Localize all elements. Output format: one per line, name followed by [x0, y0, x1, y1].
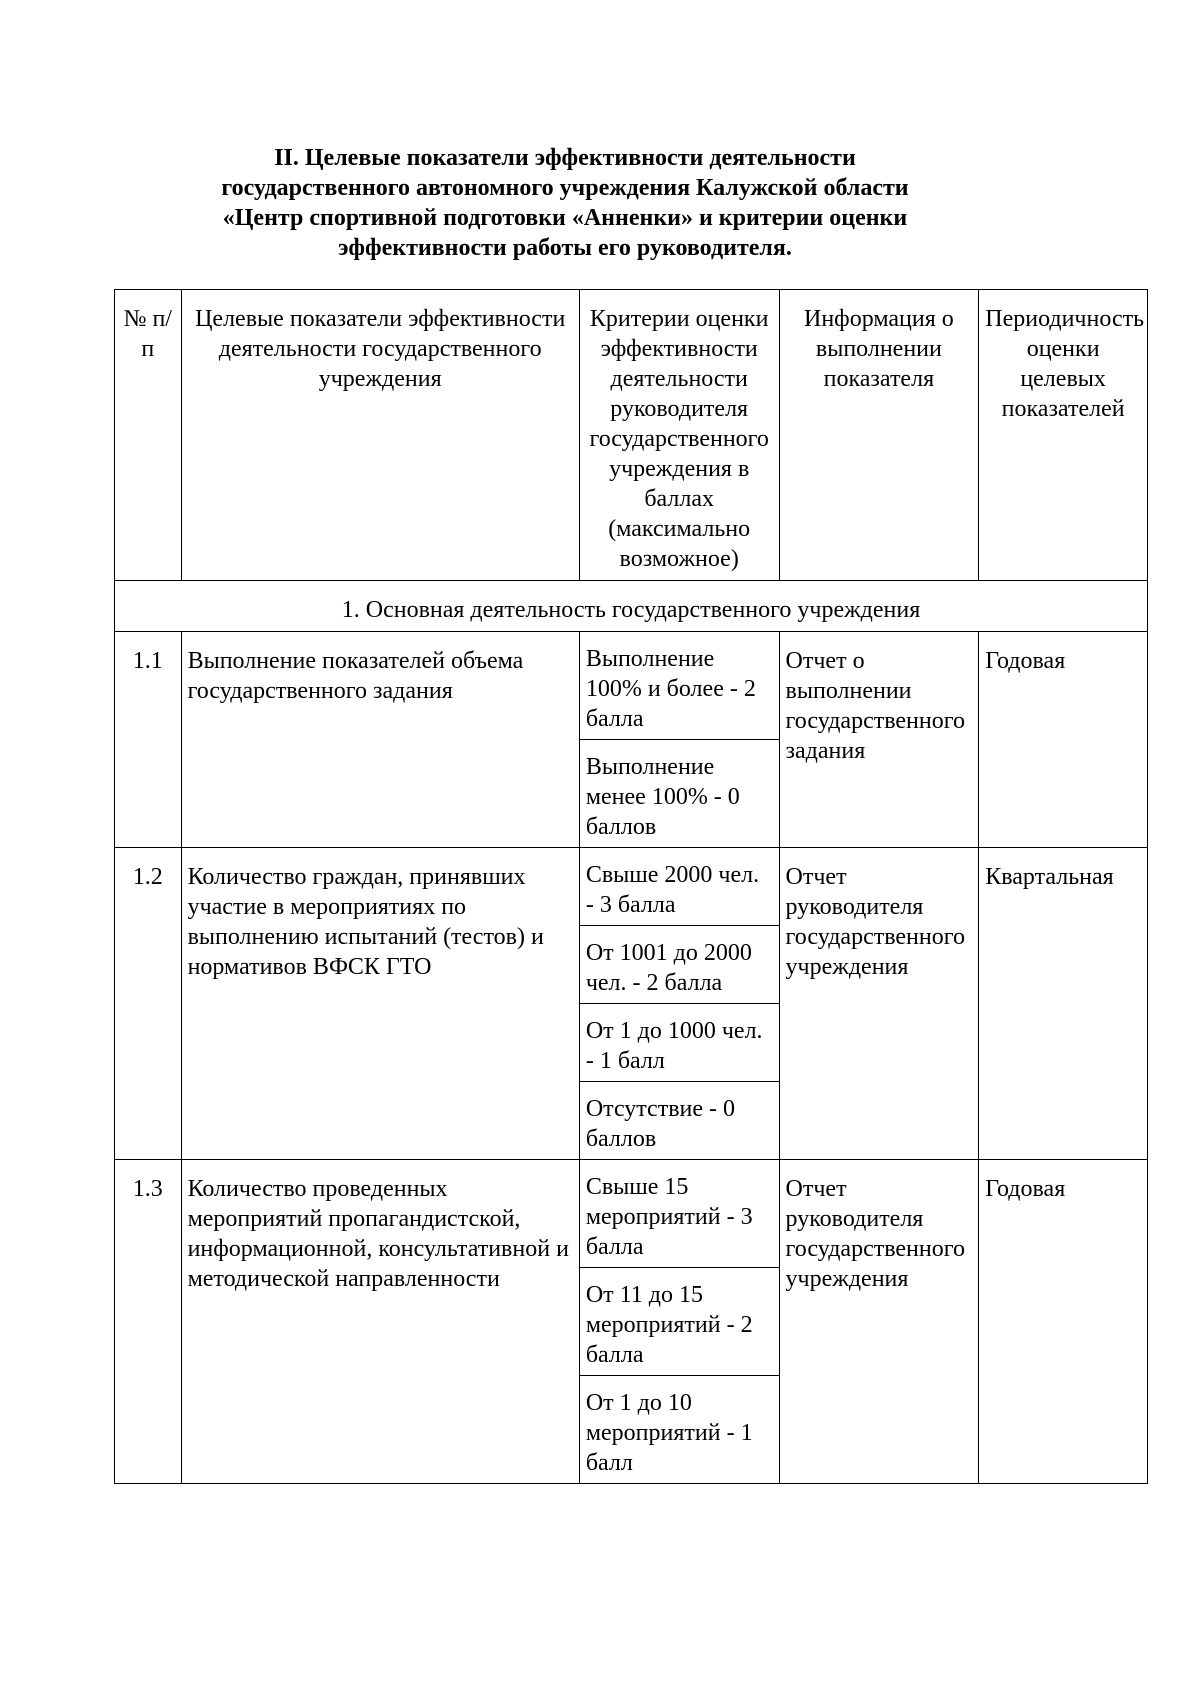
row-criteria	[579, 848, 779, 1160]
row-num: 1.3	[115, 1160, 182, 1484]
row-indicator: Количество граждан, принявших участие в мероприятиях по выполнению испытаний (тестов) и нормативов ВФСК ГТО	[181, 848, 579, 1160]
table-row	[115, 1160, 1148, 1484]
row-num: 1.1	[115, 632, 182, 848]
header-period: Периодичность оценки целевых показателей	[979, 290, 1148, 581]
row-info: Отчет о выполнении государственного задания	[779, 632, 979, 848]
row-criteria	[579, 1160, 779, 1484]
row-info: Отчет руководителя государственного учреждения	[779, 1160, 979, 1484]
criteria-item: Выполнение менее 100% - 0 баллов	[585, 754, 740, 840]
row-criteria	[579, 632, 779, 848]
criteria-item: Свыше 15 мероприятий - 3 балла	[580, 1160, 779, 1268]
criteria-item: От 1 до 10 мероприятий - 1 балл	[585, 1390, 753, 1476]
row-period: Годовая	[979, 1160, 1148, 1484]
row-period: Квартальная	[979, 848, 1148, 1160]
header-num: № п/п	[115, 290, 182, 581]
title-line-1: II. Целевые показатели эффективности деятельности	[274, 145, 856, 171]
row-info: Отчет руководителя государственного учреждения	[779, 848, 979, 1160]
indicators-table	[114, 289, 1148, 1484]
criteria-item: Свыше 2000 чел. - 3 балла	[580, 848, 779, 926]
table-row	[115, 848, 1148, 1160]
table-header-row	[115, 290, 1148, 581]
row-indicator: Количество проведенных мероприятий пропагандистской, информационной, консультативной и методической направленности	[181, 1160, 579, 1484]
row-indicator: Выполнение показателей объема государственного задания	[181, 632, 579, 848]
criteria-item: От 11 до 15 мероприятий - 2 балла	[580, 1268, 779, 1376]
header-info: Информация о выполнении показателя	[779, 290, 979, 581]
title-line-2: государственного автономного учреждения Калужской области	[221, 175, 909, 201]
row-num: 1.2	[115, 848, 182, 1160]
row-period: Годовая	[979, 632, 1148, 848]
table-row	[115, 632, 1148, 848]
criteria-item: Отсутствие - 0 баллов	[585, 1096, 736, 1152]
header-indicator: Целевые показатели эффективности деятельности государственного учреждения	[181, 290, 579, 581]
criteria-item: Выполнение 100% и более - 2 балла	[580, 632, 779, 740]
section-row	[115, 581, 1148, 632]
criteria-item: От 1001 до 2000 чел. - 2 балла	[580, 926, 779, 1004]
title-line-4: эффективности работы его руководителя.	[338, 235, 792, 261]
document-title	[200, 143, 930, 263]
title-line-3: «Центр спортивной подготовки «Анненки» и критерии оценки	[222, 205, 908, 231]
criteria-item: От 1 до 1000 чел. - 1 балл	[580, 1004, 779, 1082]
header-criteria: Критерии оценки эффективности деятельности руководителя государственного учреждения в баллах (максимально возможное)	[579, 290, 779, 581]
section-title: 1. Основная деятельность государственного учреждения	[115, 581, 1148, 632]
